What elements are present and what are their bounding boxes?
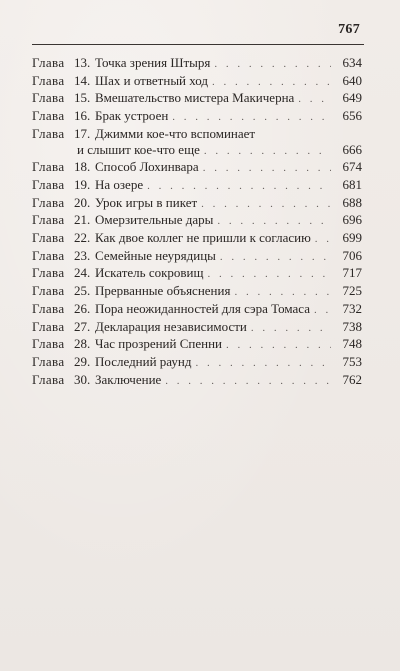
toc-entry-24 — [32, 265, 362, 283]
leader-dots — [251, 321, 331, 337]
chapter-page: 656 — [342, 108, 362, 124]
chapter-title: Час прозрений Спенни — [95, 336, 222, 352]
chapter-page: 738 — [342, 318, 362, 334]
chapter-number: 22. — [74, 230, 91, 246]
chapter-number: 14. — [74, 72, 91, 88]
chapter-word: Глава — [32, 176, 65, 192]
chapter-number: 23. — [74, 247, 91, 263]
chapter-page: 725 — [342, 283, 362, 299]
chapter-page: 753 — [342, 353, 362, 369]
chapter-word: Глава — [32, 230, 65, 246]
chapter-title: На озере — [95, 176, 144, 192]
chapter-word: Глава — [32, 283, 65, 299]
chapter-page: 696 — [342, 212, 362, 228]
chapter-page: 634 — [342, 55, 362, 70]
chapter-title: Искатель сокровищ — [95, 265, 204, 281]
chapter-title: Пора неожиданностей для сэра Томаса — [95, 300, 310, 316]
toc-entry-13 — [32, 55, 362, 73]
chapter-word: Глава — [32, 247, 65, 263]
leader-dots — [212, 75, 331, 91]
chapter-number: 16. — [74, 108, 91, 124]
toc-entry-26 — [32, 301, 362, 319]
chapter-page: 706 — [342, 247, 362, 263]
chapter-title: Вмешательство мистера Макичерна — [95, 90, 295, 106]
chapter-page: 732 — [342, 300, 362, 316]
chapter-number: 20. — [74, 194, 91, 210]
chapter-title-continuation: и слышит кое-что еще — [77, 141, 200, 157]
chapter-title: Джимми кое-что вспоминает — [95, 125, 256, 141]
chapter-page: 674 — [342, 159, 362, 175]
header-rule — [32, 44, 364, 45]
chapter-word: Глава — [32, 159, 65, 175]
chapter-number: 26. — [74, 300, 91, 316]
chapter-title: Как двое коллег не пришли к согласию — [95, 230, 311, 246]
toc-entry-25 — [32, 283, 362, 301]
toc-entry-30 — [32, 372, 362, 390]
leader-dots — [315, 232, 331, 248]
chapter-word: Глава — [32, 265, 65, 281]
chapter-page: 688 — [342, 194, 362, 210]
page-number: 767 — [338, 22, 360, 37]
chapter-title: Прерванные объяснения — [95, 283, 231, 299]
chapter-page: 748 — [342, 336, 362, 352]
toc-entry-20 — [32, 195, 362, 213]
chapter-word: Глава — [32, 55, 65, 70]
chapter-number: 25. — [74, 283, 91, 299]
toc-entry-16 — [32, 108, 362, 126]
chapter-page: 640 — [342, 72, 362, 88]
chapter-number: 30. — [74, 371, 91, 387]
chapter-title: Шах и ответный ход — [95, 72, 209, 88]
chapter-page: 762 — [342, 371, 362, 387]
chapter-word: Глава — [32, 336, 65, 352]
leader-dots — [165, 374, 331, 390]
chapter-word: Глава — [32, 90, 65, 106]
chapter-word: Глава — [32, 300, 65, 316]
toc-entry-19 — [32, 177, 362, 195]
chapter-word: Глава — [32, 125, 65, 141]
chapter-title: Заключение — [95, 371, 162, 387]
leader-dots — [204, 144, 331, 160]
chapter-number: 13. — [74, 55, 91, 70]
leader-dots — [214, 57, 331, 73]
leader-dots — [172, 110, 331, 126]
table-of-contents — [32, 55, 362, 389]
chapter-page: 717 — [342, 265, 362, 281]
leader-dots — [147, 179, 331, 195]
chapter-word: Глава — [32, 108, 65, 124]
chapter-title: Точка зрения Штыря — [95, 55, 211, 70]
toc-entry-29 — [32, 354, 362, 372]
chapter-number: 15. — [74, 90, 91, 106]
chapter-number: 17. — [74, 125, 91, 141]
chapter-number: 28. — [74, 336, 91, 352]
toc-entry-18 — [32, 159, 362, 177]
leader-dots — [298, 92, 331, 108]
chapter-word: Глава — [32, 72, 65, 88]
leader-dots — [234, 285, 331, 301]
chapter-number: 19. — [74, 176, 91, 192]
chapter-word: Глава — [32, 353, 65, 369]
chapter-title: Семейные неурядицы — [95, 247, 216, 263]
toc-entry-28 — [32, 336, 362, 354]
chapter-number: 27. — [74, 318, 91, 334]
chapter-title: Брак устроен — [95, 108, 169, 124]
leader-dots — [195, 356, 331, 372]
chapter-page: 666 — [342, 141, 362, 157]
toc-entry-15 — [32, 90, 362, 108]
leader-dots — [217, 214, 331, 230]
leader-dots — [208, 267, 331, 283]
toc-entry-22 — [32, 230, 362, 248]
chapter-number: 21. — [74, 212, 91, 228]
chapter-title: Декларация независимости — [95, 318, 247, 334]
chapter-word: Глава — [32, 318, 65, 334]
leader-dots — [314, 303, 331, 319]
chapter-word: Глава — [32, 212, 65, 228]
chapter-number: 29. — [74, 353, 91, 369]
chapter-page: 699 — [342, 230, 362, 246]
chapter-title: Омерзительные дары — [95, 212, 214, 228]
leader-dots — [203, 161, 331, 177]
chapter-word: Глава — [32, 194, 65, 210]
leader-dots — [201, 197, 331, 213]
toc-entry-17 — [32, 126, 362, 159]
toc-entry-14 — [32, 73, 362, 91]
toc-entry-27 — [32, 319, 362, 337]
chapter-page: 649 — [342, 90, 362, 106]
chapter-title: Способ Лохинвара — [95, 159, 199, 175]
chapter-number: 18. — [74, 159, 91, 175]
chapter-title: Последний раунд — [95, 353, 192, 369]
toc-entry-21 — [32, 212, 362, 230]
leader-dots — [220, 250, 331, 266]
chapter-word: Глава — [32, 371, 65, 387]
leader-dots — [226, 338, 331, 354]
chapter-number: 24. — [74, 265, 91, 281]
chapter-page: 681 — [342, 176, 362, 192]
toc-entry-23 — [32, 248, 362, 266]
chapter-title: Урок игры в пикет — [95, 194, 198, 210]
